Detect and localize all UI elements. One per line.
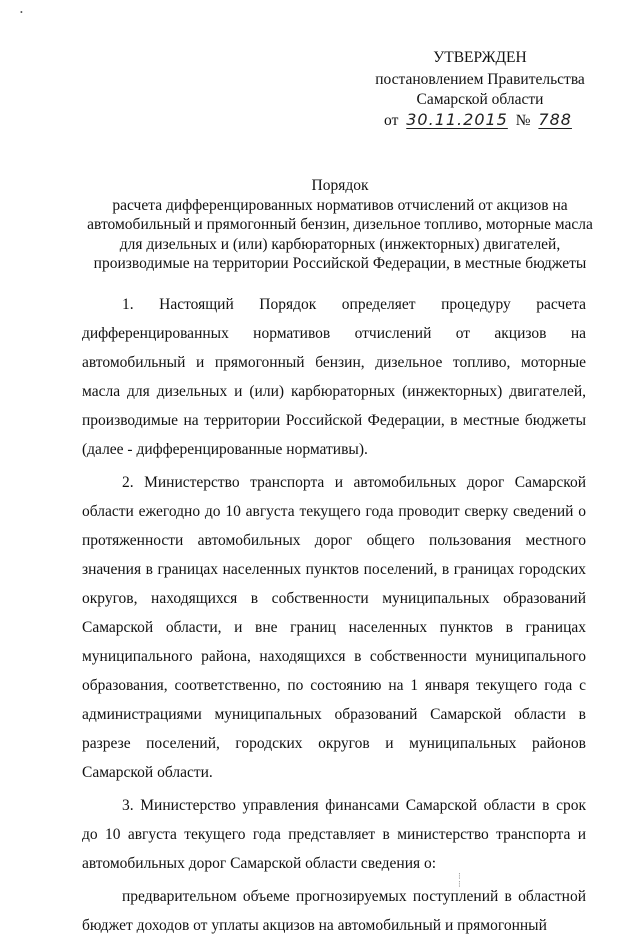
approval-line-1: постановлением Правительства	[375, 71, 585, 88]
approval-title: УТВЕРЖДЕН	[433, 49, 527, 66]
approval-block	[360, 48, 600, 131]
approval-number: 788	[538, 110, 572, 129]
approval-date: 30.11.2015	[406, 110, 508, 129]
approval-line-2: Самарской области	[416, 91, 544, 108]
approval-date-line	[360, 110, 600, 131]
scan-artifact: ⁝ ⁝	[458, 871, 461, 889]
title-line-2: автомобильный и прямогонный бензин, дизельное топливо, моторные масла	[87, 216, 593, 233]
title-line-4: производимые на территории Российской Федерации, в местные бюджеты	[93, 255, 587, 272]
paragraph-3: 3. Министерство управления финансами Самарской области в срок до 10 августа текущего года представляет в министерство транспорта и автомобильных дорог Самарской области сведения о:	[82, 797, 586, 872]
number-prefix: №	[515, 112, 531, 129]
scan-mark: •	[20, 8, 23, 17]
paragraph-1: 1. Настоящий Порядок определяет процедуру расчета дифференцированных нормативов отчислений от акцизов на автомобильный и прямогонный бензин, дизельное топливо, моторные масла для дизельных и (или) карбюраторных (инжекторных) двигателей, производимые на территории Российской Федерации, в местные бюджеты (далее - дифференцированные нормативы).	[82, 296, 586, 458]
document-title	[80, 176, 600, 274]
title-line-3: для дизельных и (или) карбюраторных (инжекторных) двигателей,	[119, 235, 561, 253]
title-line-1: расчета дифференцированных нормативов отчислений от акцизов на	[112, 196, 568, 214]
date-prefix: от	[384, 112, 399, 129]
title-heading: Порядок	[311, 177, 369, 194]
paragraph-2: 2. Министерство транспорта и автомобильных дорог Самарской области ежегодно до 10 августа текущего года проводит сверку сведений о протяженности автомобильных дорог общего пользования местного значения в границах населенных пунктов поселений, в границах городских округов, находящихся в собственности муниципальных образований Самарской области, и вне границ населенных пунктов в границах муниципального района, находящихся в собственности муниципального образования, соответственно, по состоянию на 1 января текущего года с администрациями муниципальных образований Самарской области в разрезе поселений, городских округов и муниципальных районов Самарской области.	[82, 474, 586, 781]
paragraph-4: предварительном объеме прогнозируемых поступлений в областной бюджет доходов от уплаты акцизов на автомобильный и прямогонный	[82, 888, 586, 934]
document-body	[82, 290, 586, 944]
